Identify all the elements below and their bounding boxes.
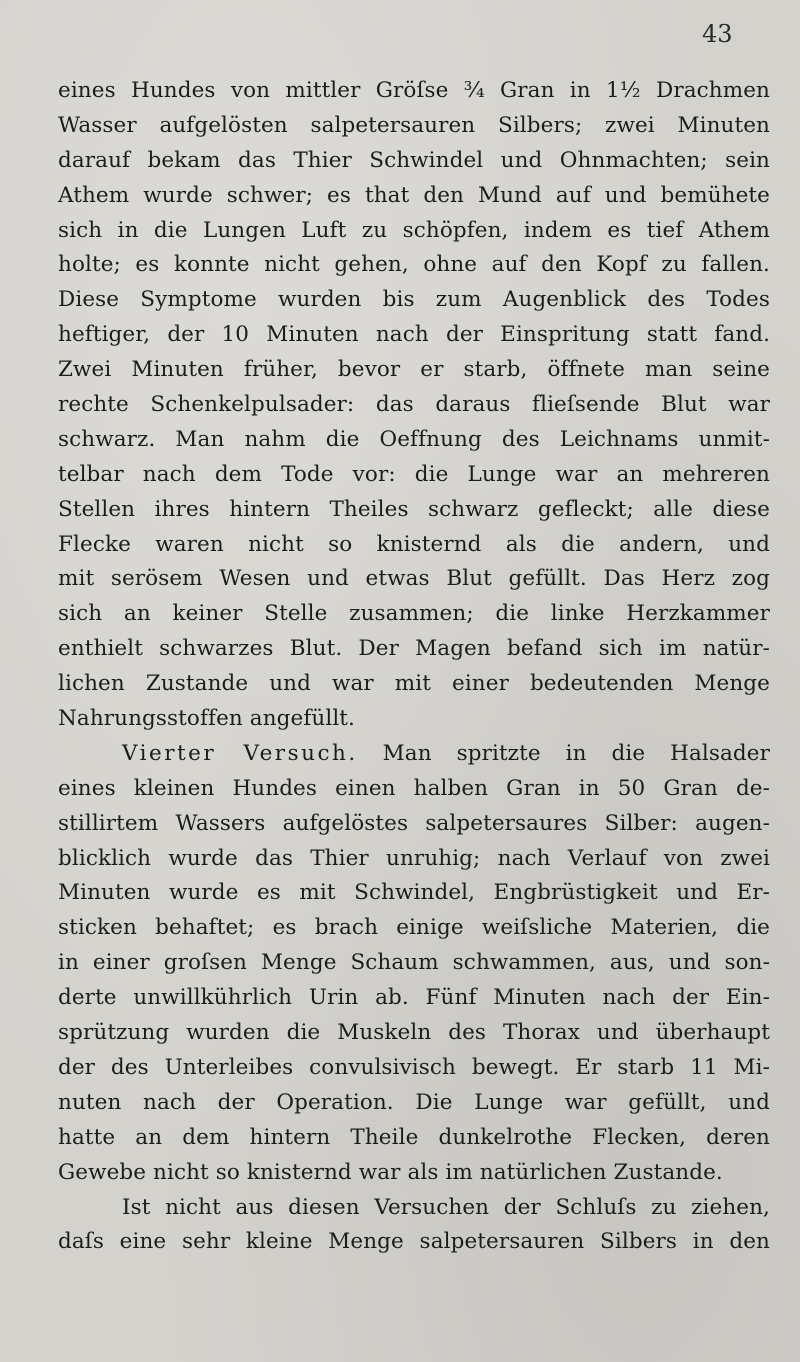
text-line: in einer groſsen Menge Schaum schwammen, aus, und son- [58, 950, 770, 976]
text-line: rechte Schenkelpulsader: das daraus flieſsende Blut war [58, 392, 770, 418]
text-line: Nahrungsstoffen angefüllt. [58, 706, 355, 732]
text-line: enthielt schwarzes Blut. Der Magen befand sich im natür- [58, 636, 770, 662]
text-line: Diese Symptome wurden bis zum Augenblick des Todes [58, 287, 770, 313]
text-line: sticken behaftet; es brach einige weiſsliche Materien, die [58, 915, 770, 941]
text-line: eines kleinen Hundes einen halben Gran in 50 Gran de- [58, 775, 770, 801]
text-line: sich an keiner Stelle zusammen; die linke Herzkammer [58, 601, 770, 627]
text-line: stillirtem Wassers aufgelöstes salpetersaures Silber: augen- [58, 810, 770, 836]
experiment-first-line [58, 737, 770, 772]
text-line: sprützung wurden die Muskeln des Thorax und überhaupt [58, 1020, 770, 1046]
text-line: nuten nach der Operation. Die Lunge war gefüllt, und [58, 1089, 770, 1115]
text-line: heftiger, der 10 Minuten nach der Einspritung statt fand. [58, 322, 770, 348]
text-line: Athem wurde schwer; es that den Mund auf und bemühete [58, 182, 770, 208]
text-line: Wasser aufgelösten salpetersauren Silbers; zwei Minuten [58, 112, 770, 138]
text-line: daſs eine sehr kleine Menge salpetersauren Silbers in den [58, 1229, 770, 1255]
text-line: Flecke waren nicht so knisternd als die andern, und [58, 531, 770, 557]
page-number: 43 [702, 20, 733, 48]
text-line: blicklich wurde das Thier unruhig; nach Verlauf von zwei [58, 845, 770, 871]
text-line: Ist nicht aus diesen Versuchen der Schluſs zu ziehen, [122, 1194, 770, 1220]
text-line: schwarz. Man nahm die Oeffnung des Leichnams unmit- [58, 426, 770, 452]
text-line: mit serösem Wesen und etwas Blut gefüllt. Das Herz zog [58, 566, 770, 592]
text-line: derte unwillkührlich Urin ab. Fünf Minuten nach der Ein- [58, 985, 770, 1011]
section-heading: Vierter Versuch. [122, 740, 358, 766]
text-line: lichen Zustande und war mit einer bedeutenden Menge [58, 671, 770, 697]
text-line: Stellen ihres hintern Theiles schwarz gefleckt; alle diese [58, 496, 770, 522]
text-line: darauf bekam das Thier Schwindel und Ohnmachten; sein [58, 147, 770, 173]
text-line: holte; es konnte nicht gehen, ohne auf den Kopf zu fallen. [58, 252, 770, 278]
text-line: eines Hundes von mittler Gröſse ¾ Gran in 1½ Drachmen [58, 78, 770, 103]
text-line-fragment: Man spritzte in die Halsader [382, 740, 770, 766]
text-line: Gewebe nicht so knisternd war als im natürlichen Zustande. [58, 1159, 723, 1185]
body-text [58, 74, 770, 1260]
text-line: Zwei Minuten früher, bevor er starb, öffnete man seine [58, 357, 770, 383]
text-line: sich in die Lungen Luft zu schöpfen, indem es tief Athem [58, 217, 770, 243]
text-line: Minuten wurde es mit Schwindel, Engbrüstigkeit und Er- [58, 880, 770, 906]
text-line: der des Unterleibes convulsivisch bewegt. Er starb 11 Mi- [58, 1054, 770, 1080]
text-line: telbar nach dem Tode vor: die Lunge war an mehreren [58, 461, 770, 487]
text-line: hatte an dem hintern Theile dunkelrothe Flecken, deren [58, 1124, 770, 1150]
